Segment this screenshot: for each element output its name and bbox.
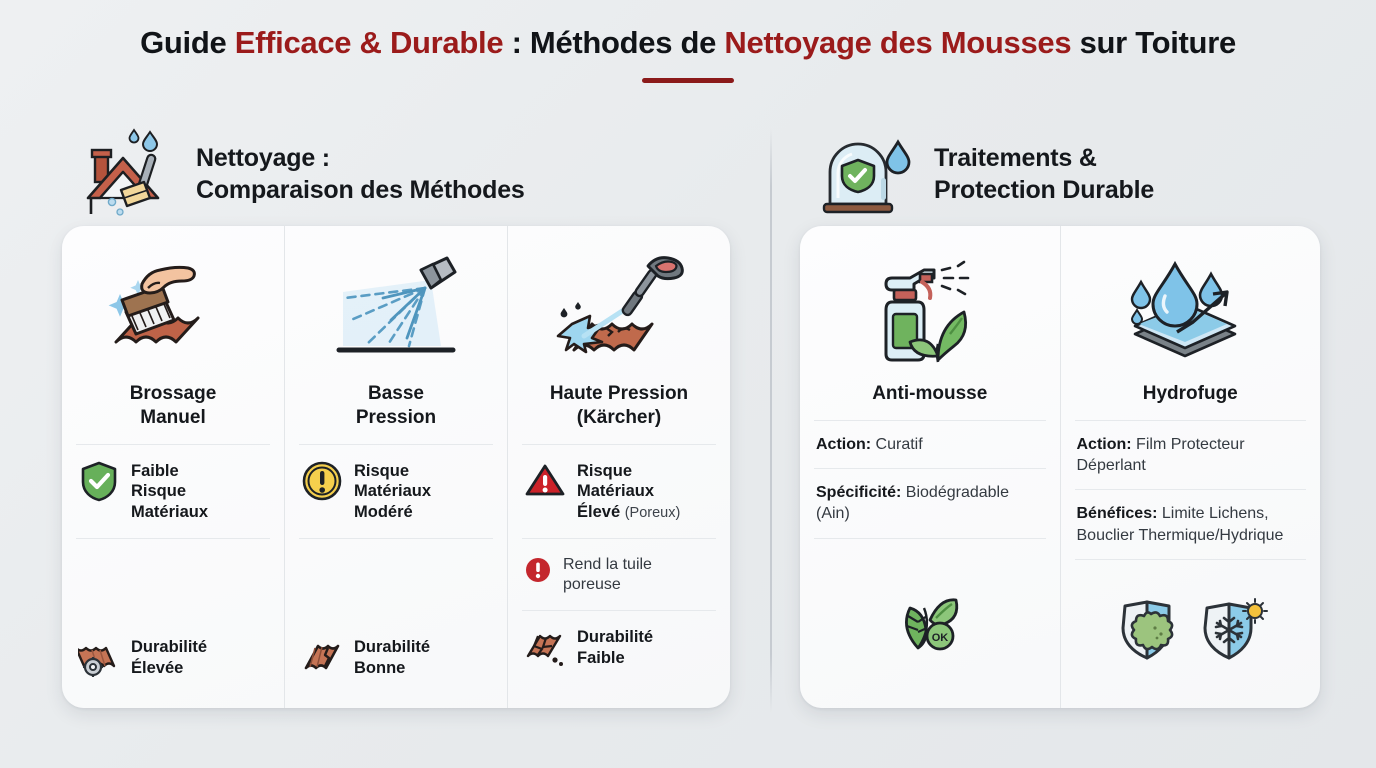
column-spacer: [76, 539, 270, 622]
cracked-tile-icon: [301, 636, 343, 678]
tile-gear-icon: [78, 636, 120, 678]
title-underline-rule: [642, 78, 734, 83]
title-accent-2: Nettoyage des Mousses: [724, 25, 1072, 60]
fact-text-durability-basse-pression: [354, 636, 430, 679]
row-value: Limite Lichens, Bouclier Thermique/Hydrique: [1076, 505, 1284, 544]
water-drop-layers-icon: [1075, 244, 1307, 376]
dome-shield-water-icon: [814, 128, 918, 220]
fact-line-3-suffix: (Poreux): [624, 505, 681, 522]
treatment-row-specificite-anti-mousse: [814, 469, 1046, 539]
fact-risk-basse-pression: [299, 445, 493, 539]
treatment-row-benefices-hydrofuge: [1075, 490, 1307, 560]
svg-text:OK: OK: [931, 631, 948, 644]
fact-durability-haute-pression: [522, 611, 716, 684]
fact-text-risk-brossage: [131, 460, 208, 523]
title-part-1: Guide: [140, 25, 235, 60]
hand-brush-tile-icon: [76, 244, 270, 376]
row-label: Bénéfices:: [1076, 505, 1158, 523]
fact-line-1: Risque: [577, 461, 633, 480]
method-title-brossage-manuel: [76, 376, 270, 445]
right-panel-header: [800, 122, 1320, 226]
fact-line-3: [577, 502, 680, 523]
fact-line-3: Matériaux: [131, 503, 209, 522]
fact-line-3: Modéré: [354, 503, 413, 522]
row-label: Action:: [1076, 435, 1132, 453]
method-title-line-1: Basse: [368, 383, 424, 404]
fact-durability-brossage: [76, 621, 270, 694]
fact-line-1: Durabilité: [354, 638, 431, 657]
row-value: Film Protecteur Déperlant: [1076, 435, 1245, 475]
treatment-column-anti-mousse[interactable]: [800, 226, 1060, 708]
method-title-line-1: Haute Pression: [549, 383, 689, 404]
treatment-title-anti-mousse: Anti-mousse: [814, 376, 1046, 421]
treatment-row-action-hydrofuge: [1075, 421, 1307, 491]
treatment-title-hydrofuge: Hydrofuge: [1075, 376, 1307, 421]
column-spacer: [299, 539, 493, 622]
method-column-brossage-manuel[interactable]: [62, 226, 284, 708]
title-part-2: : Méthodes de: [503, 25, 725, 60]
left-panel-title-line-2: Comparaison des Méthodes: [196, 176, 525, 204]
left-panel-title-line-1: Nettoyage :: [196, 144, 330, 172]
right-panel-title: [934, 142, 1154, 206]
fact-line-2: Matériaux: [354, 482, 432, 501]
left-panel-title: [196, 142, 525, 206]
fact-line-2: Faible: [577, 648, 625, 667]
fact-line-1: Faible: [131, 461, 179, 480]
row-value: Curatif: [871, 435, 923, 453]
yellow-warning-circle-icon: [301, 460, 343, 502]
right-panel-title-line-2: Protection Durable: [934, 176, 1155, 204]
low-pressure-spray-nozzle-icon: [299, 244, 493, 376]
green-shield-check-icon: [78, 460, 120, 502]
section-split-divider: [770, 128, 772, 713]
method-title-haute-pression: [522, 376, 716, 445]
right-panel: [800, 122, 1320, 708]
fact-line-2: poreuse: [563, 576, 621, 593]
method-title-line-1: Brossage: [129, 383, 217, 404]
method-title-basse-pression: [299, 376, 493, 445]
row-label: Action:: [816, 435, 872, 453]
spray-bottle-leaf-icon: [814, 244, 1046, 376]
method-title-line-2: Manuel: [140, 406, 206, 428]
method-column-haute-pression[interactable]: [507, 226, 730, 708]
fact-line-1: Risque: [354, 461, 410, 480]
fact-line-2: Élevée: [131, 659, 184, 678]
page-title: [0, 26, 1376, 60]
treatment-footer-icons-anti-mousse: [814, 539, 1046, 694]
fact-line-1: Durabilité: [577, 628, 654, 647]
treatment-row-action-anti-mousse: [814, 421, 1046, 469]
left-panel: [62, 122, 730, 708]
roof-brush-icon: [76, 128, 180, 220]
fact-text-risk-haute-pression: [577, 460, 680, 523]
method-title-line-2: Pression: [355, 406, 437, 428]
left-panel-header: [62, 122, 730, 226]
fact-porosity-haute-pression: [522, 539, 716, 611]
fact-line-1: Durabilité: [131, 638, 208, 657]
fact-text-durability-haute-pression: [577, 626, 653, 669]
leaf-ok-icon: [892, 588, 968, 657]
fact-line-2: Risque: [131, 482, 187, 501]
treatment-column-hydrofuge[interactable]: [1060, 226, 1321, 708]
fact-text-porosity: [563, 554, 652, 595]
fact-risk-brossage: [76, 445, 270, 539]
right-panel-title-line-1: Traitements &: [934, 144, 1097, 172]
fact-text-durability-brossage: [131, 636, 207, 679]
header: [0, 26, 1376, 83]
shield-moss-icon: [1111, 598, 1181, 667]
shield-snowflake-sun-icon: [1195, 598, 1269, 667]
fact-risk-haute-pression: [522, 445, 716, 539]
treatments-card: [800, 226, 1320, 708]
fact-line-2: Bonne: [354, 659, 406, 678]
fact-line-1: Rend la tuile: [563, 555, 652, 573]
title-accent-1: Efficace & Durable: [234, 25, 504, 60]
broken-tile-rubble-icon: [524, 626, 566, 668]
title-part-3: sur Toiture: [1071, 25, 1236, 60]
row-value: Biodégradable (Ain): [816, 484, 1009, 523]
method-title-line-2: (Kärcher): [576, 406, 662, 428]
fact-durability-basse-pression: [299, 621, 493, 694]
red-exclamation-circle-icon: [524, 556, 552, 584]
red-warning-triangle-icon: [524, 460, 566, 502]
row-label: Spécificité:: [816, 484, 902, 502]
fact-line-2: Matériaux: [577, 482, 655, 501]
methods-comparison-card: [62, 226, 730, 708]
fact-text-risk-basse-pression: [354, 460, 431, 523]
pressure-washer-gun-tile-icon: [522, 244, 716, 376]
method-column-basse-pression[interactable]: [284, 226, 507, 708]
fact-line-3-strong: Élevé: [577, 503, 621, 522]
treatment-footer-icons-hydrofuge: [1075, 560, 1307, 694]
